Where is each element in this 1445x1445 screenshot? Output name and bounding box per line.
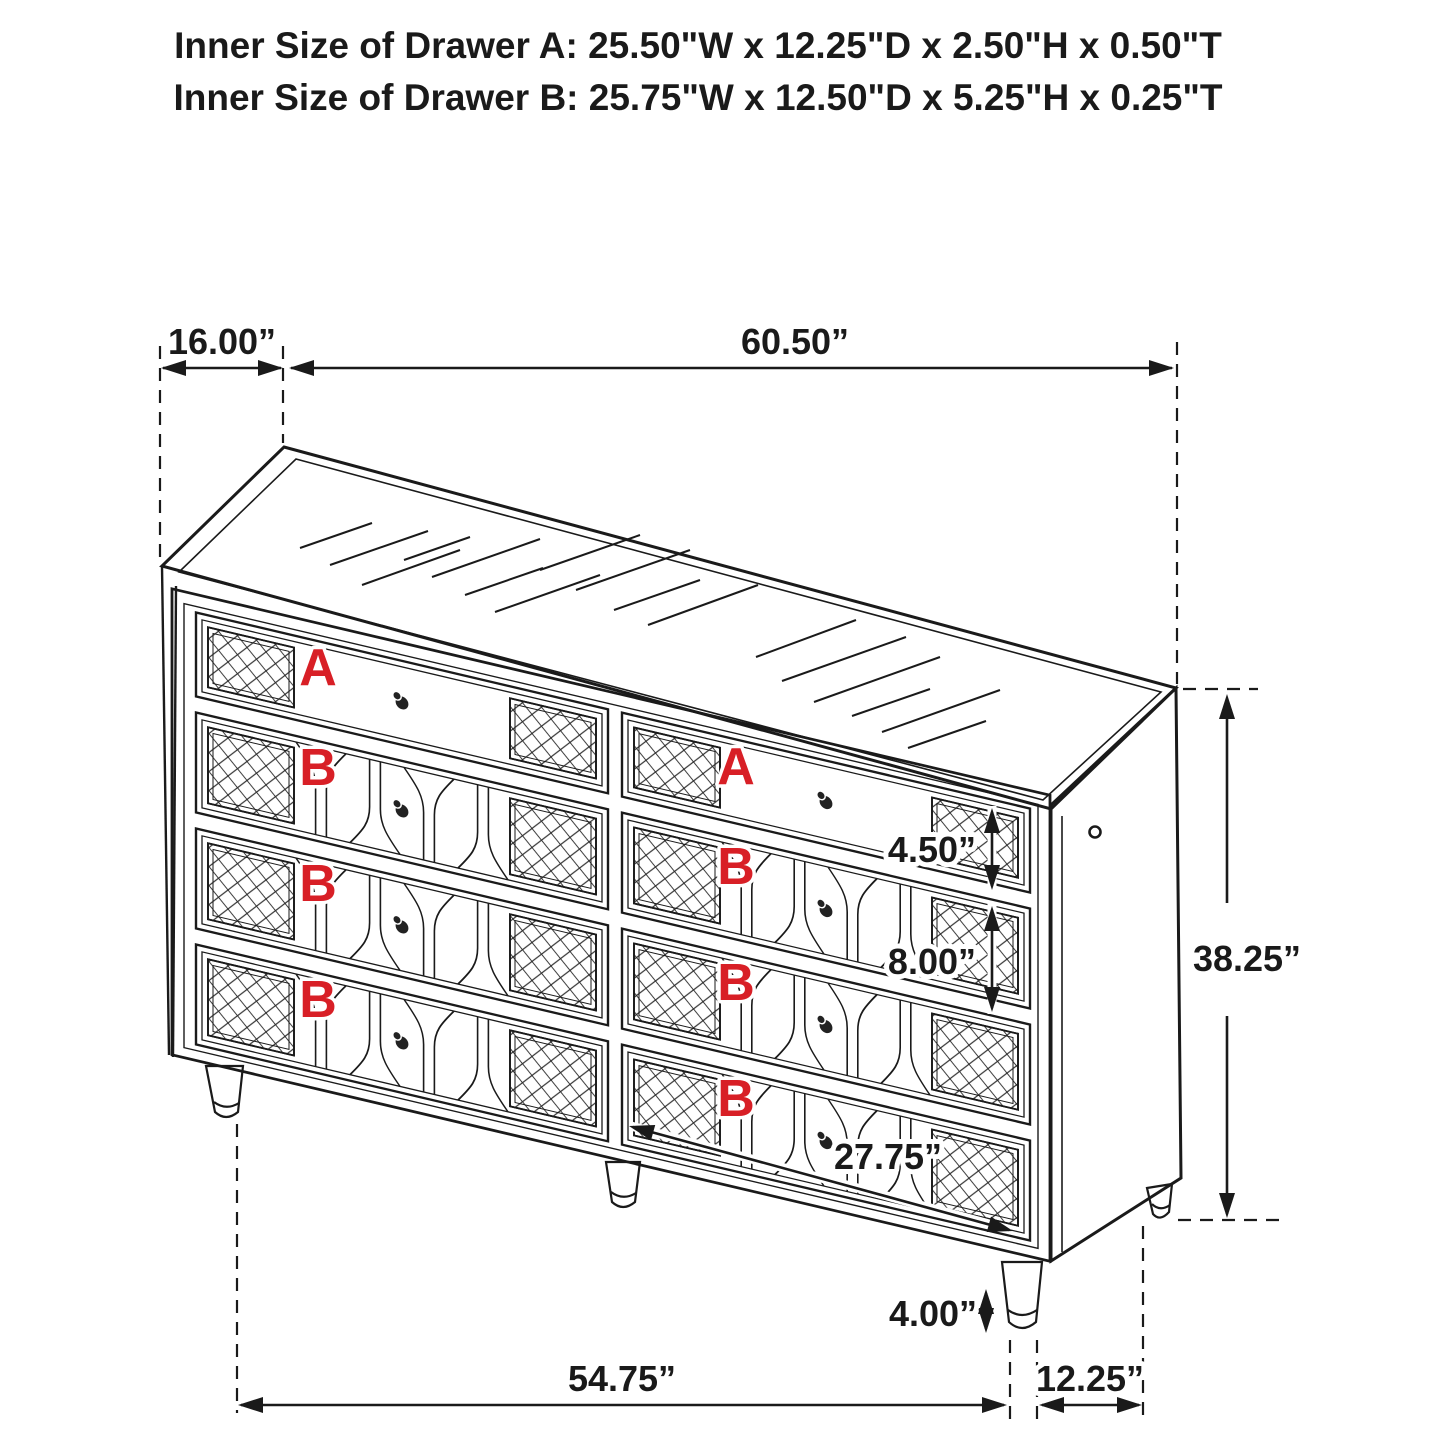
label-drawer-b1-left: B (299, 739, 337, 797)
dimension-top-width (289, 321, 1174, 376)
rear-right-leg-foot-line (1152, 1204, 1170, 1208)
extension-lines-top (160, 342, 1177, 684)
dimension-leg-height-label: 4.00” (888, 1293, 978, 1334)
dimension-top-depth (161, 321, 283, 376)
label-drawer-b3-left: B (299, 971, 337, 1029)
label-drawer-a-right: A (717, 738, 755, 796)
front-left-leg (206, 1066, 243, 1117)
label-drawer-b3-right: B (717, 1070, 755, 1128)
dimension-overall-height (1178, 689, 1301, 1220)
dimension-front-width-label: 54.75” (567, 1358, 677, 1399)
rear-right-leg (1147, 1184, 1172, 1218)
dimension-top-depth-label: 16.00” (167, 321, 277, 362)
front-right-leg-foot-line (1008, 1310, 1037, 1315)
dimension-side-depth-label: 12.25” (1035, 1358, 1145, 1399)
dimension-drawer-b-height-label: 8.00” (887, 941, 976, 982)
dimension-drawer-a-height-label: 4.50” (887, 829, 976, 870)
side-knob-hole (1090, 827, 1101, 838)
dimension-front-width (238, 1358, 1007, 1413)
label-drawer-b2-left: B (299, 855, 337, 913)
dimension-overall-height-label: 38.25” (1192, 938, 1302, 979)
dimension-leg-height (889, 1289, 994, 1334)
label-drawer-b2-right: B (717, 954, 755, 1012)
front-middle-leg (606, 1162, 640, 1207)
title-line-2: Inner Size of Drawer B: 25.75"W x 12.50"D x 5.25"H x 0.25"T (173, 77, 1223, 118)
front-left-leg-foot-line (214, 1102, 239, 1107)
front-middle-leg-foot-line (611, 1192, 636, 1197)
left-side-edge (162, 566, 176, 1057)
front-right-leg (1002, 1262, 1042, 1328)
label-drawer-a-left: A (299, 639, 337, 697)
dimension-top-width-label: 60.50” (740, 321, 850, 362)
label-drawer-b1-right: B (717, 838, 755, 896)
dimension-drawer-width-label: 27.75” (833, 1136, 943, 1177)
dimension-side-depth (1036, 1358, 1144, 1413)
title-line-1: Inner Size of Drawer A: 25.50"W x 12.25"D x 2.50"H x 0.50"T (174, 25, 1222, 66)
